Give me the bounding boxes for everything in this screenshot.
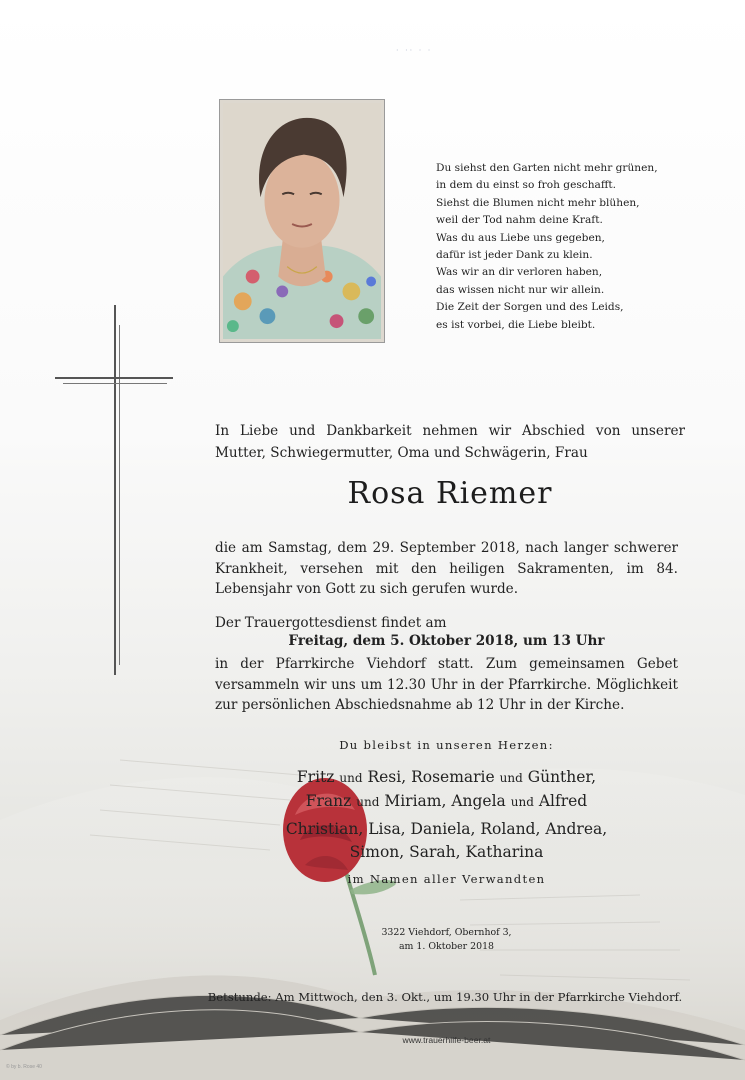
- family-conjunction: und: [499, 771, 523, 785]
- family-names-block-2: [215, 818, 678, 864]
- farewell-heading: Du bleibst in unseren Herzen:: [339, 738, 554, 752]
- deceased-name: Rosa Riemer: [347, 476, 553, 511]
- prayer-hour-notice: Betstunde: Am Mittwoch, den 3. Okt., um 19.30 Uhr in der Pfarrkirche Viehdorf.: [207, 990, 683, 1004]
- intro-text: In Liebe und Dankbarkeit nehmen wir Abschied von unserer Mutter, Schwiegermutter, Oma und Schwägerin, Frau: [215, 423, 685, 461]
- family-name: Fritz: [296, 768, 335, 786]
- poem-line: weil der Tod nahm deine Kraft.: [436, 214, 603, 227]
- family-line-2: [215, 790, 678, 814]
- family-names-block-1: [215, 766, 678, 814]
- cross-vertical-line: [119, 325, 120, 665]
- service-details: in der Pfarrkirche Viehdorf statt. Zum gemeinsamen Gebet versammeln wir uns um 12.30 Uhr in der Pfarrkirche. Möglichkeit zur persönlichen Abschiedsnahme ab 12 Uhr in der Kirche.: [215, 656, 678, 714]
- service-date: Freitag, dem 5. Oktober 2018, um 13 Uhr: [288, 633, 605, 649]
- poem-line: das wissen nicht nur wir allein.: [436, 283, 605, 296]
- service-intro: Der Trauergottesdienst findet am: [215, 615, 447, 631]
- family-conjunction: und: [356, 795, 380, 809]
- poem-line: Du siehst den Garten nicht mehr grünen,: [436, 162, 658, 174]
- family-conjunction: und: [339, 771, 363, 785]
- family-name: Alfred: [538, 792, 588, 810]
- relatives-note: im Namen aller Verwandten: [347, 872, 546, 886]
- family-line-3: Christian, Lisa, Daniela, Roland, Andrea,: [285, 820, 608, 838]
- fine-print: © by b. Rose 40: [6, 1064, 42, 1070]
- scan-mark: · ·· · ·: [396, 46, 433, 55]
- poem-line: in dem du einst so froh geschafft.: [436, 179, 617, 192]
- poem-line: Was du aus Liebe uns gegeben,: [436, 231, 605, 244]
- cross-horizontal-bar: [55, 377, 173, 379]
- family-name: Franz: [305, 792, 352, 810]
- poem-line: Was wir an dir verloren haben,: [436, 266, 603, 279]
- family-line-1: [215, 766, 678, 790]
- website-footer: www.trauerhilfe-beer.at: [402, 1035, 491, 1045]
- portrait-photo: [219, 99, 385, 343]
- family-line-4: Simon, Sarah, Katharina: [349, 843, 544, 861]
- portrait-image: [223, 103, 381, 339]
- family-name: Resi, Rosemarie: [367, 768, 495, 786]
- address-line: 3322 Viehdorf, Obernhof 3,: [381, 927, 512, 938]
- poem-line: es ist vorbei, die Liebe bleibt.: [436, 318, 596, 331]
- address-date: am 1. Oktober 2018: [398, 941, 495, 952]
- address-block: [215, 926, 678, 954]
- poem-line: dafür ist jeder Dank zu klein.: [436, 249, 593, 262]
- poem-line: Siehst die Blumen nicht mehr blühen,: [436, 196, 640, 209]
- family-name: Günther,: [527, 768, 597, 786]
- family-name: Miriam, Angela: [384, 792, 506, 810]
- cross-symbol: [55, 305, 175, 685]
- family-conjunction: und: [510, 795, 534, 809]
- death-notice-text: die am Samstag, dem 29. September 2018, nach langer schwerer Krankheit, versehen mit den heiligen Sakramenten, im 84. Lebensjahr von Gott zu sich gerufen wurde.: [215, 540, 678, 598]
- poem-line: Die Zeit der Sorgen und des Leids,: [436, 301, 624, 314]
- cross-horizontal-line: [63, 383, 167, 384]
- poem: [436, 160, 696, 334]
- cross-vertical-bar: [114, 305, 116, 675]
